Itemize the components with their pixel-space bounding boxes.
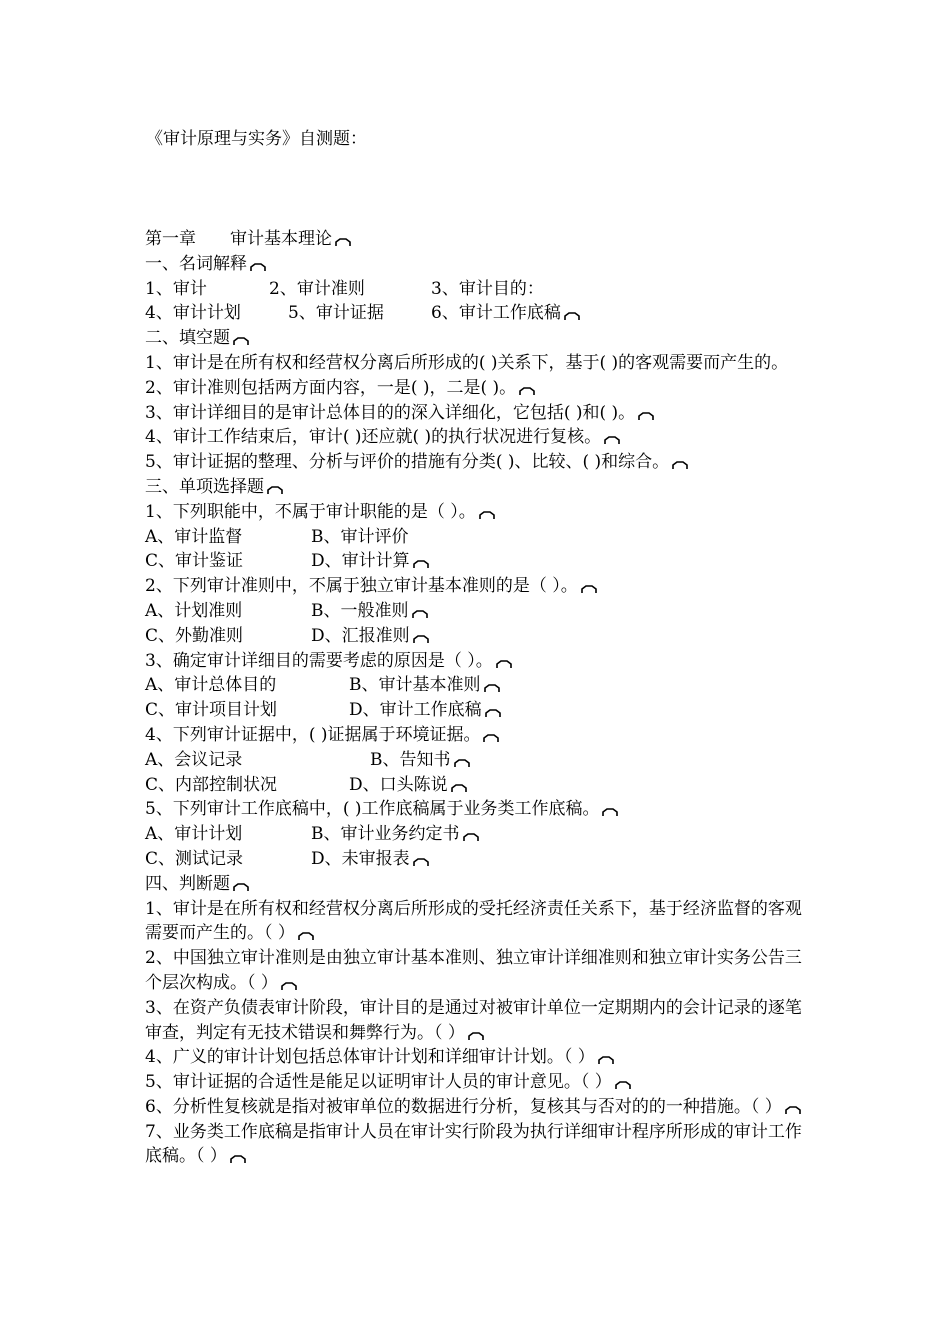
paragraph-return-icon bbox=[468, 1032, 484, 1041]
line-segment: A、会议记录 bbox=[145, 749, 243, 770]
paragraph-return-icon bbox=[615, 1081, 631, 1090]
line-segment: 3、审计目的： bbox=[431, 278, 544, 299]
text-line bbox=[145, 748, 825, 773]
text-line bbox=[145, 1070, 825, 1095]
line-segment: D、审计计算 bbox=[311, 551, 410, 572]
line-text: 三、单项选择题 bbox=[145, 476, 264, 497]
line-text: 3、在资产负债表审计阶段，审计目的是通过对被审计单位一定期期内的会计记录的逐笔审查，判定有无技术错误和舞弊行为。（ ） bbox=[145, 997, 802, 1043]
text-line bbox=[145, 599, 825, 624]
line-text: 5、审计证据的整理、分析与评价的措施有分类( )、比较、( )和综合。 bbox=[145, 452, 670, 473]
text-line bbox=[145, 227, 825, 252]
paragraph-return-icon bbox=[233, 883, 249, 892]
line-segment: D、口头陈说 bbox=[349, 774, 448, 795]
paragraph-return-icon bbox=[484, 684, 500, 693]
line-segment: D、汇报准则 bbox=[311, 625, 410, 646]
text-line bbox=[145, 351, 813, 376]
paragraph-return-icon bbox=[250, 263, 266, 272]
line-segment: 2、审计准则 bbox=[269, 278, 365, 299]
paragraph-return-icon bbox=[267, 486, 283, 495]
text-line bbox=[145, 946, 813, 996]
text-line bbox=[145, 897, 813, 947]
text-line bbox=[145, 773, 825, 798]
line-segment: 1、审计 bbox=[145, 278, 207, 299]
paragraph-return-icon bbox=[413, 635, 429, 644]
line-segment: A、审计监督 bbox=[145, 526, 243, 547]
document-title: 《审计原理与实务》自测题： bbox=[146, 129, 367, 149]
text-line bbox=[145, 277, 825, 302]
paragraph-return-icon bbox=[413, 560, 429, 569]
line-text: 二、填空题 bbox=[145, 328, 230, 349]
text-line bbox=[145, 996, 813, 1046]
line-segment: 4、审计计划 bbox=[145, 303, 241, 324]
text-line bbox=[145, 673, 825, 698]
line-segment: B、审计基本准则 bbox=[349, 675, 481, 696]
text-line bbox=[145, 525, 825, 550]
line-segment: B、审计业务约定书 bbox=[311, 824, 460, 845]
text-line bbox=[145, 376, 825, 401]
line-text: 3、确定审计详细目的需要考虑的原因是（ ）。 bbox=[145, 650, 493, 671]
text-line bbox=[145, 574, 825, 599]
line-segment: B、告知书 bbox=[370, 749, 451, 770]
line-segment: B、审计评价 bbox=[311, 526, 409, 547]
paragraph-return-icon bbox=[485, 709, 501, 718]
paragraph-return-icon bbox=[233, 337, 249, 346]
text-line bbox=[145, 1045, 825, 1070]
paragraph-return-icon bbox=[519, 387, 535, 396]
text-line bbox=[145, 475, 825, 500]
line-text: 6、分析性复核就是指对被审单位的数据进行分析，复核其与否对的的一种措施。（ ） bbox=[145, 1096, 782, 1117]
paragraph-return-icon bbox=[785, 1106, 801, 1115]
line-text: 一、名词解释 bbox=[145, 253, 247, 274]
paragraph-return-icon bbox=[454, 759, 470, 768]
paragraph-return-icon bbox=[598, 1056, 614, 1065]
text-line bbox=[145, 1120, 813, 1170]
line-text: 1、下列职能中，不属于审计职能的是（ ）。 bbox=[145, 501, 476, 522]
paragraph-return-icon bbox=[604, 436, 620, 445]
text-line bbox=[145, 649, 825, 674]
line-text: 5、下列审计工作底稿中，( )工作底稿属于业务类工作底稿。 bbox=[145, 799, 600, 820]
paragraph-return-icon bbox=[564, 312, 580, 321]
line-text: 4、审计工作结束后，审计( )还应就( )的执行状况进行复核。 bbox=[145, 427, 602, 448]
line-segment: C、测试记录 bbox=[145, 848, 244, 869]
text-line bbox=[145, 301, 825, 326]
line-text: 7、业务类工作底稿是指审计人员在审计实行阶段为执行详细审计程序所形成的审计工作底稿。（ ） bbox=[145, 1121, 802, 1167]
line-segment: B、一般准则 bbox=[311, 600, 409, 621]
paragraph-return-icon bbox=[483, 734, 499, 743]
text-line bbox=[145, 822, 825, 847]
paragraph-return-icon bbox=[672, 461, 688, 470]
line-text: 2、下列审计准则中，不属于独立审计基本准则的是（ ）。 bbox=[145, 576, 578, 597]
text-line bbox=[145, 698, 825, 723]
paragraph-return-icon bbox=[230, 1155, 246, 1164]
line-segment: D、审计工作底稿 bbox=[349, 700, 482, 721]
line-segment: C、审计项目计划 bbox=[145, 700, 278, 721]
line-segment: 审计基本理论 bbox=[230, 229, 332, 249]
paragraph-return-icon bbox=[463, 833, 479, 842]
text-line bbox=[145, 401, 825, 426]
paragraph-return-icon bbox=[479, 511, 495, 520]
line-segment: C、外勤准则 bbox=[145, 625, 244, 646]
paragraph-return-icon bbox=[602, 808, 618, 817]
text-line bbox=[145, 624, 825, 649]
text-line bbox=[145, 847, 825, 872]
line-text: 5、审计证据的合适性是能足以证明审计人员的审计意见。（ ） bbox=[145, 1072, 612, 1093]
line-segment: A、计划准则 bbox=[145, 600, 243, 621]
paragraph-return-icon bbox=[281, 982, 297, 991]
line-segment: D、未审报表 bbox=[311, 848, 410, 869]
line-text: 2、中国独立审计准则是由独立审计基本准则、独立审计详细准则和独立审计实务公告三个层次构成。（ ） bbox=[145, 948, 802, 993]
line-segment: C、审计鉴证 bbox=[145, 551, 244, 572]
text-line bbox=[145, 1095, 813, 1120]
line-text: 4、下列审计证据中，( )证据属于环境证据。 bbox=[145, 724, 481, 745]
text-line bbox=[145, 450, 825, 475]
text-line bbox=[145, 326, 825, 351]
line-text: 2、审计准则包括两方面内容，一是( )，二是( )。 bbox=[145, 377, 517, 398]
line-segment: 6、审计工作底稿 bbox=[431, 303, 561, 324]
text-line bbox=[145, 872, 825, 897]
paragraph-return-icon bbox=[581, 585, 597, 594]
text-line bbox=[145, 723, 825, 748]
line-text: 3、审计详细目的是审计总体目的的深入详细化，它包括( )和( )。 bbox=[145, 402, 636, 423]
line-text: 1、审计是在所有权和经营权分离后所形成的受托经济责任关系下，基于经济监督的客观需要而产生的。（ ） bbox=[145, 898, 802, 944]
line-text: 4、广义的审计计划包括总体审计计划和详细审计计划。（ ） bbox=[145, 1047, 595, 1068]
text-line bbox=[145, 252, 825, 277]
paragraph-return-icon bbox=[298, 932, 314, 941]
text-line bbox=[145, 797, 825, 822]
text-line bbox=[145, 425, 825, 450]
text-line bbox=[145, 549, 825, 574]
line-segment: 5、审计证据 bbox=[288, 303, 384, 324]
paragraph-return-icon bbox=[496, 660, 512, 669]
line-segment: A、审计总体目的 bbox=[145, 675, 277, 696]
line-segment: A、审计计划 bbox=[145, 824, 243, 845]
document-body bbox=[145, 227, 825, 1169]
line-segment: C、内部控制状况 bbox=[145, 774, 278, 795]
line-text: 1、审计是在所有权和经营权分离后所形成的( )关系下，基于( )的客观需要而产生的。 bbox=[145, 352, 789, 373]
line-text: 四、判断题 bbox=[145, 873, 230, 894]
paragraph-return-icon bbox=[413, 858, 429, 867]
paragraph-return-icon bbox=[412, 610, 428, 619]
paragraph-return-icon bbox=[638, 412, 654, 421]
line-segment: 第一章 bbox=[145, 229, 196, 249]
paragraph-return-icon bbox=[335, 238, 351, 247]
text-line bbox=[145, 500, 825, 525]
paragraph-return-icon bbox=[451, 784, 467, 793]
